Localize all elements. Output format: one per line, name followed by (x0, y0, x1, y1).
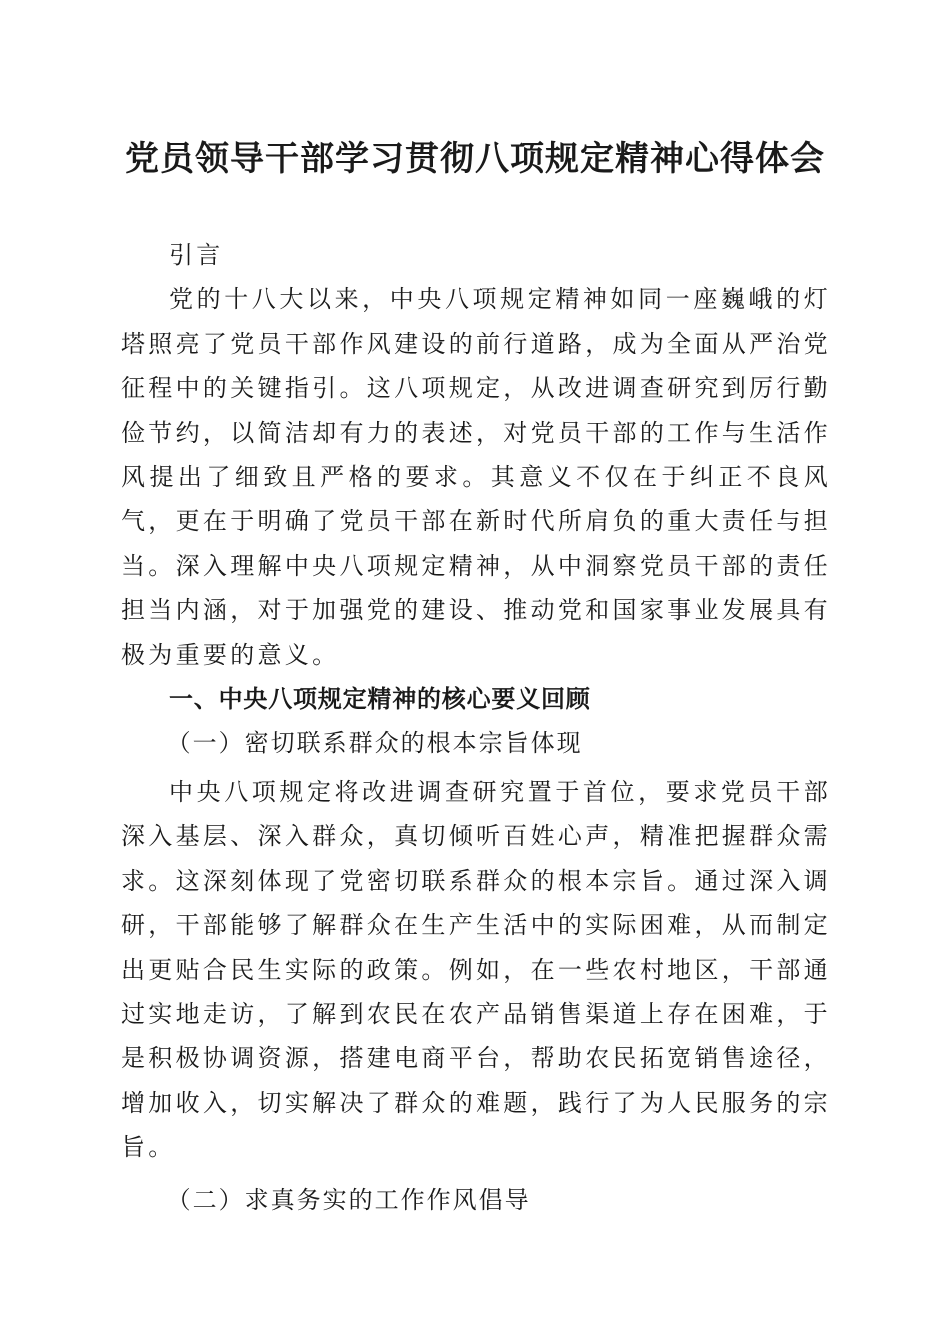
subsection-heading-2: （二）求真务实的工作作风倡导 (166, 1185, 531, 1214)
subsection-heading: （一）密切联系群众的根本宗旨体现 (166, 729, 583, 758)
document-title: 党员领导干部学习贯彻八项规定精神心得体会 (125, 139, 825, 179)
document-body (121, 233, 831, 1222)
intro-heading: 引言 (169, 241, 224, 269)
section-heading: 一、中央八项规定精神的核心要义回顾 (169, 685, 591, 714)
subsection-paragraph: 中央八项规定将改进调查研究置于首位，要求党员干部深入基层、深入群众，真切倾听百姓心声，精准把握群众需求。这深刻体现了党密切联系群众的根本宗旨。通过深入调研，干部能够了解群众在生产生活中的实际困难，从而制定出更贴合民生实际的政策。例如，在一些农村地区，干部通过实地走访，了解到农民在农产品销售渠道上存在困难，于是积极协调资源，搭建电商平台，帮助农民拓宽销售途径，增加收入，切实解决了群众的难题，践行了为人民服务的宗旨。 (121, 777, 831, 1162)
intro-paragraph: 党的十八大以来，中央八项规定精神如同一座巍峨的灯塔照亮了党员干部作风建设的前行道路，成为全面从严治党征程中的关键指引。这八项规定，从改进调查研究到厉行勤俭节约，以简洁却有力的表述，对党员干部的工作与生活作风提出了细致且严格的要求。其意义不仅在于纠正不良风气，更在于明确了党员干部在新时代所肩负的重大责任与担当。深入理解中央八项规定精神，从中洞察党员干部的责任担当内涵，对于加强党的建设、推动党和国家事业发展具有极为重要的意义。 (121, 285, 831, 669)
